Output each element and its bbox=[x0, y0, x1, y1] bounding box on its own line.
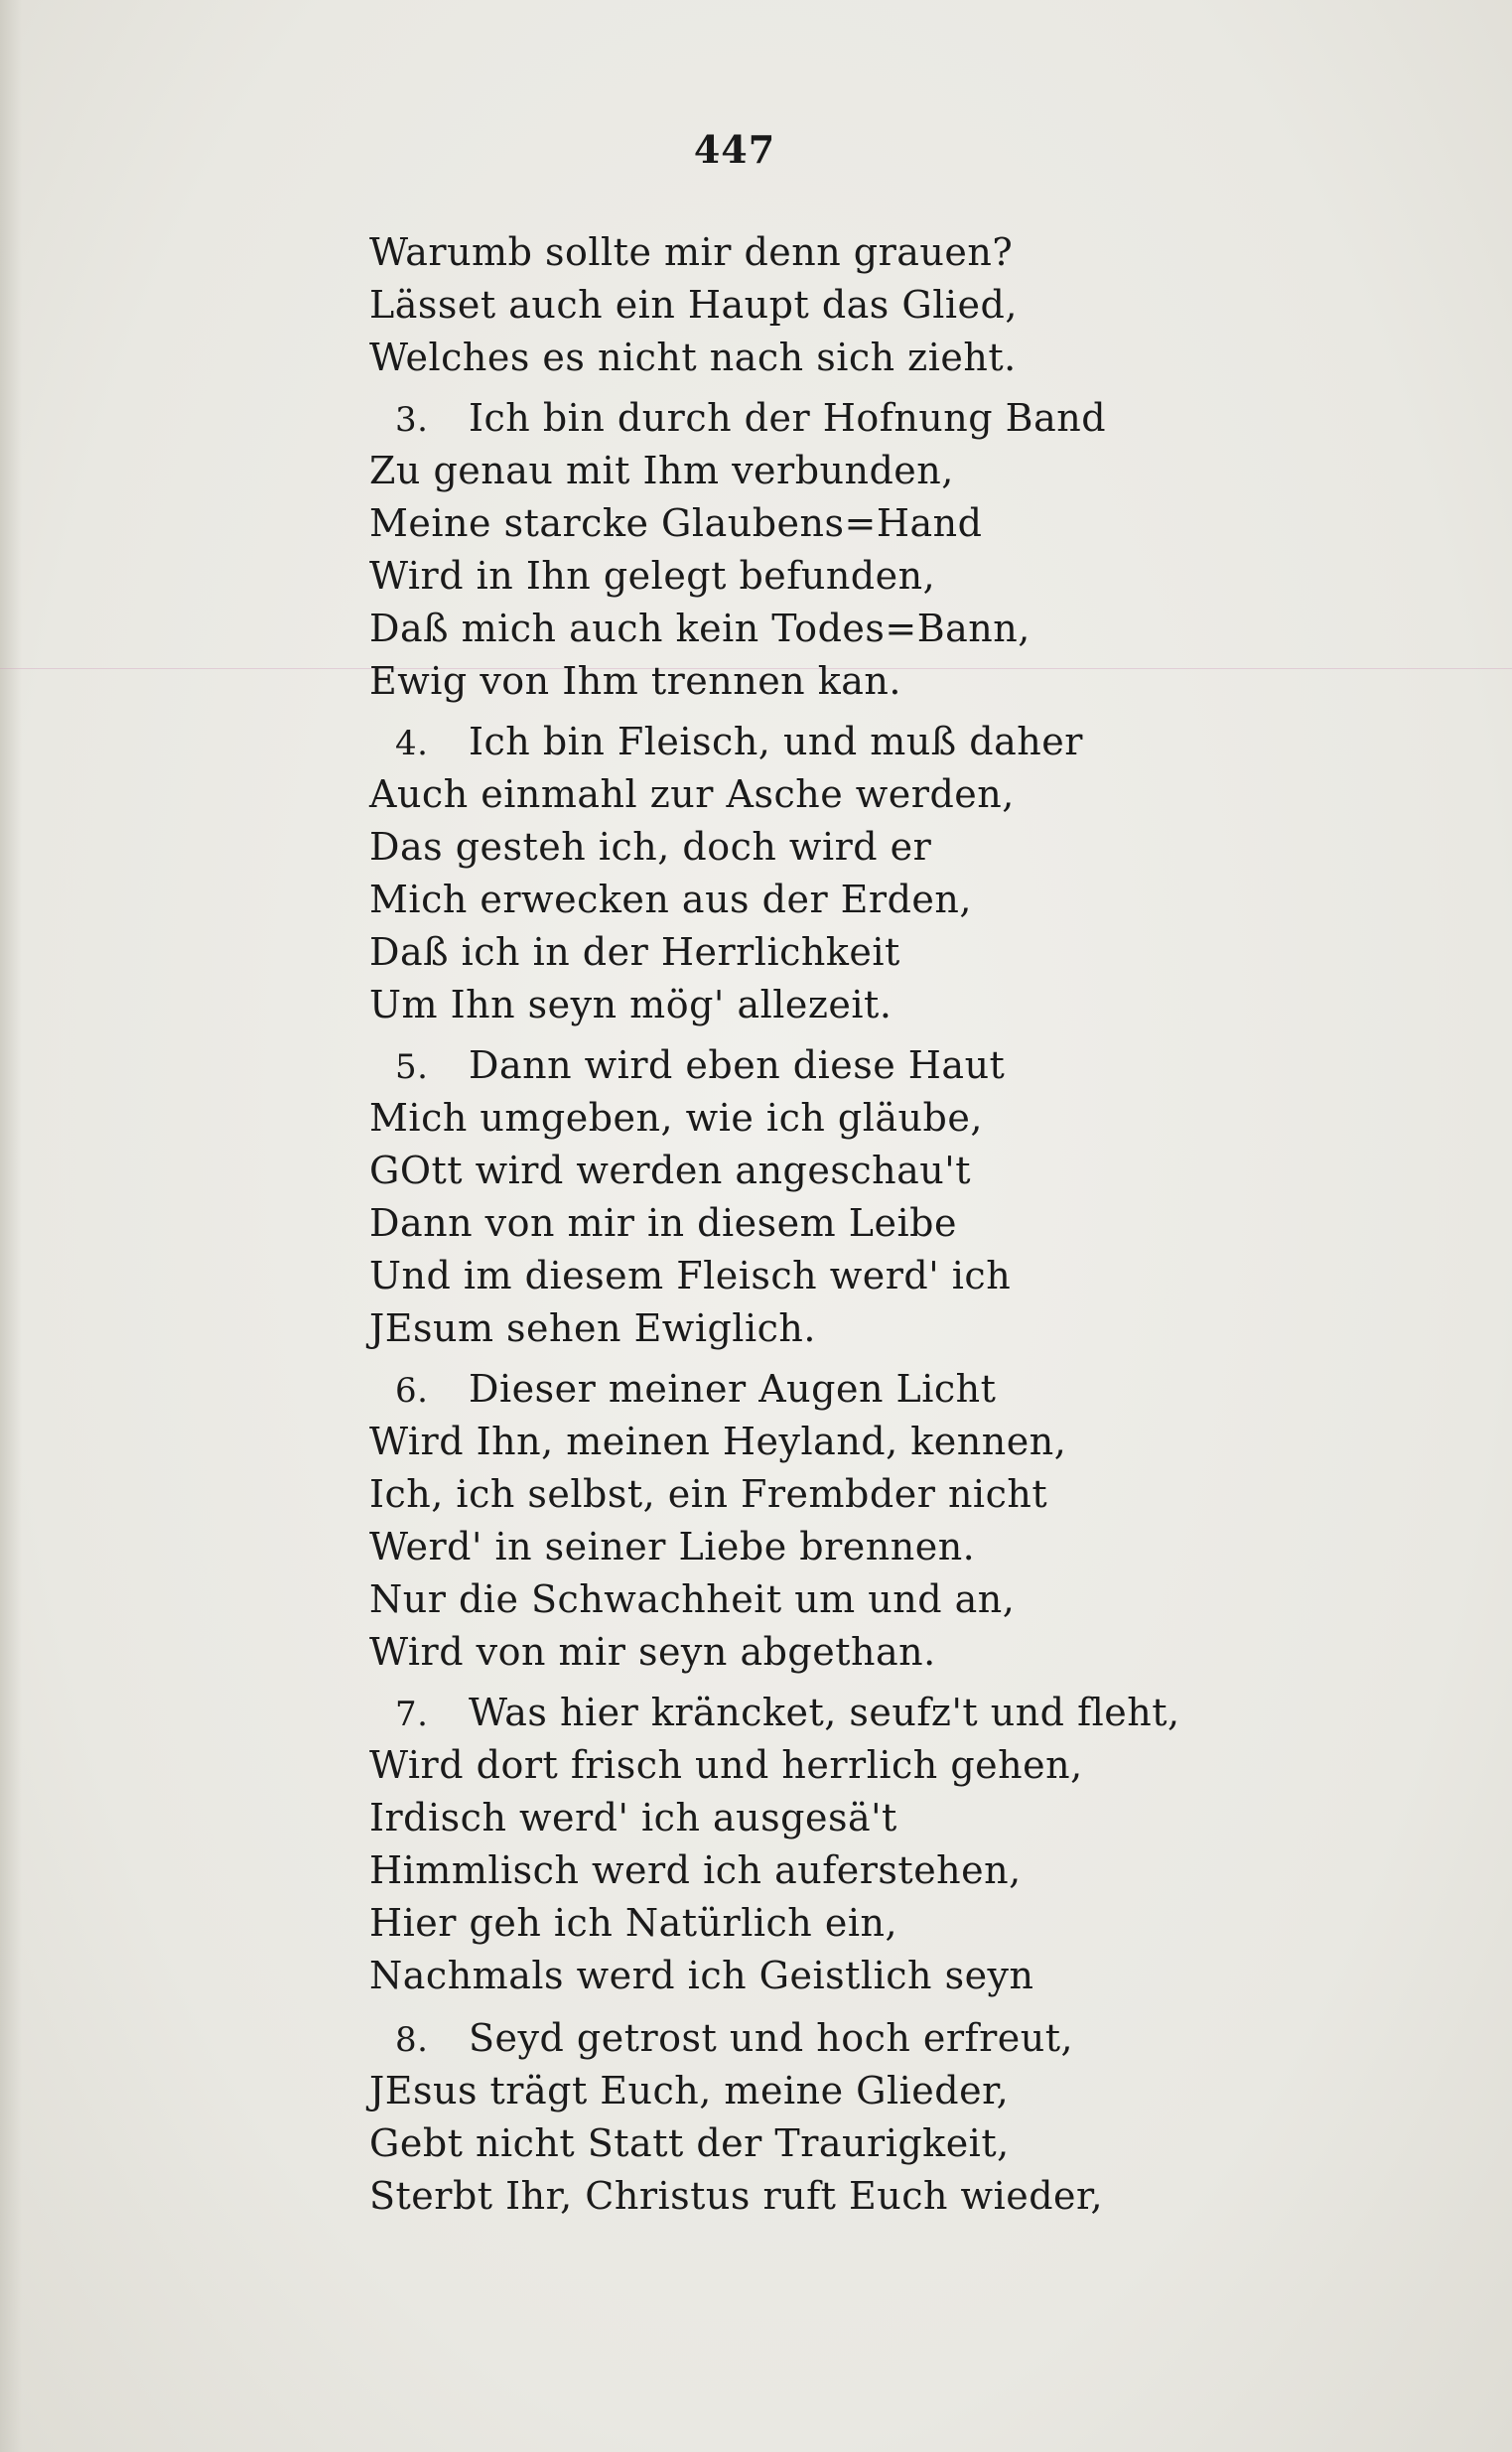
verse-line-first bbox=[369, 1687, 1461, 1739]
verse-line: Mich erwecken aus der Erden, bbox=[369, 878, 972, 921]
verse-line: Ewig von Ihm trennen kan. bbox=[369, 659, 901, 703]
verse-line-text: Seyd getrost und hoch erfreut, bbox=[469, 2016, 1074, 2060]
verse-line-text: Dieser meiner Augen Licht bbox=[469, 1367, 997, 1411]
verse-line: Um Ihn seyn mög' allezeit. bbox=[369, 983, 893, 1026]
stanza-6 bbox=[369, 1363, 1461, 1679]
verse-line: Daß ich in der Herrlichkeit bbox=[369, 930, 900, 974]
verse-line: Meine starcke Glaubens=Hand bbox=[369, 501, 983, 545]
verse-line: Himmlisch werd ich auferstehen, bbox=[369, 1848, 1022, 1892]
verse-line: Nur die Schwachheit um und an, bbox=[369, 1577, 1016, 1621]
verse-line: Nachmals werd ich Geistlich seyn bbox=[369, 1954, 1034, 1997]
verse-line-first bbox=[369, 392, 1461, 445]
verse-line-text: Ich bin Fleisch, und muß daher bbox=[469, 720, 1083, 763]
verse-line-text: Was hier kräncket, seufz't und fleht, bbox=[469, 1691, 1180, 1734]
hymn-text bbox=[369, 226, 1461, 2231]
verse-line: Werd' in seiner Liebe brennen. bbox=[369, 1525, 976, 1568]
verse-line: Wird von mir seyn abgethan. bbox=[369, 1630, 936, 1674]
verse-line: Wird Ihn, meinen Heyland, kennen, bbox=[369, 1420, 1067, 1463]
verse-line: Auch einmahl zur Asche werden, bbox=[369, 772, 1015, 816]
verse-line-text: Ich bin durch der Hofnung Band bbox=[469, 396, 1107, 440]
verse-line: Irdisch werd' ich ausgesä't bbox=[369, 1796, 897, 1839]
stanza-number: 3. bbox=[395, 400, 429, 440]
page-edge-shadow bbox=[0, 0, 22, 2452]
verse-line: JEsus trägt Euch, meine Glieder, bbox=[369, 2069, 1010, 2112]
stanza-3 bbox=[369, 392, 1461, 708]
verse-line: Lässet auch ein Haupt das Glied, bbox=[369, 283, 1018, 327]
verse-line: Zu genau mit Ihm verbunden, bbox=[369, 449, 954, 492]
verse-line: JEsum sehen Ewiglich. bbox=[369, 1306, 816, 1350]
stanza-continuation bbox=[369, 226, 1461, 384]
stanza-number: 5. bbox=[395, 1047, 429, 1087]
verse-line: Das gesteh ich, doch wird er bbox=[369, 825, 932, 869]
verse-line: Sterbt Ihr, Christus ruft Euch wieder, bbox=[369, 2174, 1104, 2218]
page-number: 447 bbox=[693, 127, 776, 172]
verse-line-first bbox=[369, 2012, 1461, 2065]
verse-line: Wird in Ihn gelegt befunden, bbox=[369, 554, 936, 598]
verse-line: Hier geh ich Natürlich ein, bbox=[369, 1901, 898, 1945]
stanza-number: 8. bbox=[395, 2020, 429, 2060]
verse-line: Welches es nicht nach sich zieht. bbox=[369, 336, 1017, 379]
verse-line: Mich umgeben, wie ich gläube, bbox=[369, 1096, 983, 1140]
stanza-number: 6. bbox=[395, 1371, 429, 1411]
verse-line: Dann von mir in diesem Leibe bbox=[369, 1201, 957, 1245]
stanza-number: 4. bbox=[395, 724, 429, 763]
verse-line: Gebt nicht Statt der Traurigkeit, bbox=[369, 2121, 1010, 2165]
stanza-number: 7. bbox=[395, 1695, 429, 1734]
verse-line-text: Dann wird eben diese Haut bbox=[469, 1043, 1006, 1087]
stanza-7 bbox=[369, 1687, 1461, 2002]
stanza-5 bbox=[369, 1039, 1461, 1355]
stanza-4 bbox=[369, 716, 1461, 1031]
verse-line: GOtt wird werden angeschau't bbox=[369, 1149, 971, 1192]
verse-line-first bbox=[369, 716, 1461, 768]
verse-line-first bbox=[369, 1039, 1461, 1092]
verse-line: Daß mich auch kein Todes=Bann, bbox=[369, 607, 1031, 650]
verse-line-first bbox=[369, 1363, 1461, 1416]
verse-line: Wird dort frisch und herrlich gehen, bbox=[369, 1743, 1083, 1787]
verse-line: Warumb sollte mir denn grauen? bbox=[369, 230, 1014, 274]
verse-line: Ich, ich selbst, ein Frembder nicht bbox=[369, 1472, 1048, 1516]
stanza-8 bbox=[369, 2012, 1461, 2223]
verse-line: Und im diesem Fleisch werd' ich bbox=[369, 1254, 1012, 1297]
